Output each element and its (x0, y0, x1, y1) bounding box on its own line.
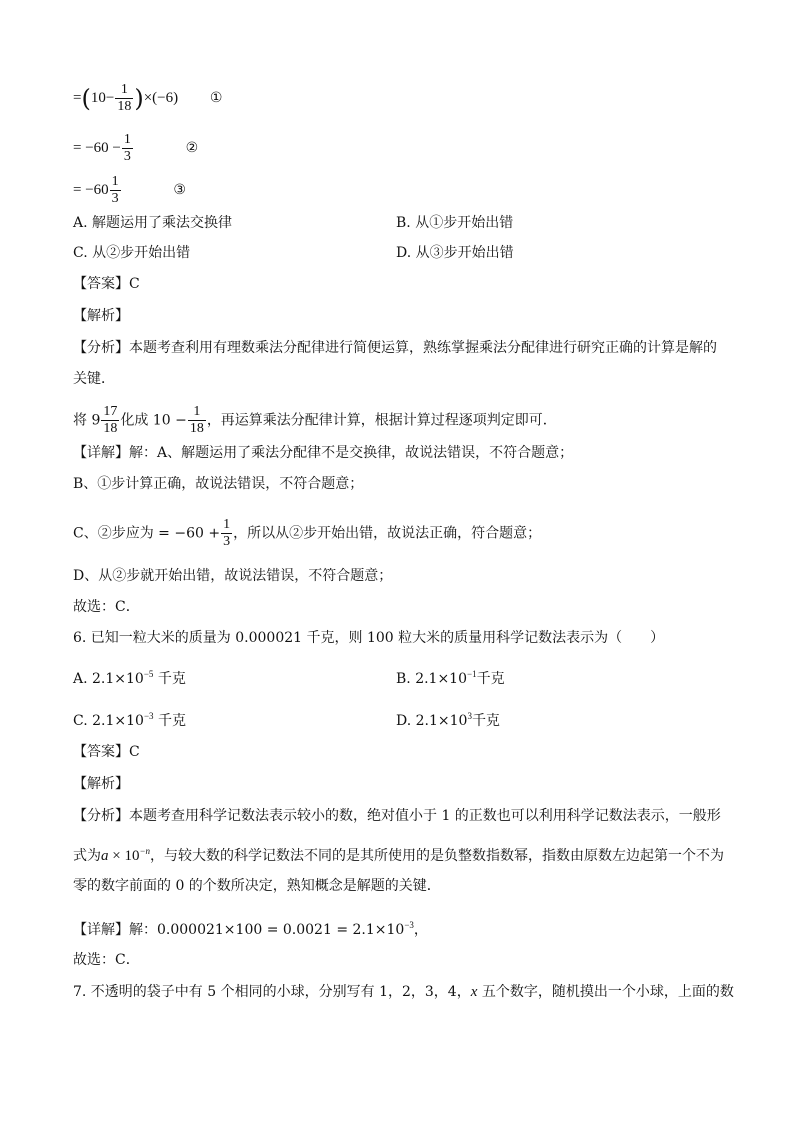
times-ten: × 10 (108, 848, 140, 864)
q5-option-d: D. 从③步开始出错 (396, 245, 514, 261)
q5-detail-d: D、从②步就开始出错，故说法错误，不符合题意； (73, 568, 393, 584)
exponent-neg-n: −n (139, 846, 151, 856)
analysis-suffix: ，与较大数的科学记数法不同的是其所使用的是负整数指数幂，指数由原数左边起第一个不为 (150, 848, 725, 864)
jiang-mid: 化成 10 − (120, 412, 187, 429)
q5-conversion-line (73, 404, 557, 437)
q6-answer: 【答案】C (73, 744, 140, 760)
step-1 (73, 82, 222, 115)
detail-suffix: ， (413, 922, 428, 938)
denominator: 18 (117, 99, 132, 114)
option-d-unit: 千克 (471, 713, 500, 729)
q5-option-b: B. 从①步开始出错 (396, 215, 514, 231)
option-a-unit: 千克 (153, 671, 186, 687)
q5-detail-b: B、①步计算正确，故说法错误，不符合题意； (73, 476, 364, 492)
denominator: 18 (103, 421, 118, 436)
q7-stem (73, 982, 734, 1002)
q5-jiexi-heading: 【解析】 (73, 308, 129, 324)
q5-analysis-line-2: 关键． (73, 371, 115, 387)
option-c-exponent: −3 (143, 711, 154, 721)
q5-option-c: C. 从②步开始出错 (73, 245, 191, 261)
q6-option-b (396, 664, 505, 689)
q5-detail-c (73, 517, 541, 550)
numerator: 1 (111, 174, 119, 189)
step-2-expr: = −60 − (73, 139, 121, 156)
fraction-1-18 (115, 82, 133, 115)
q6-option-a (73, 664, 186, 689)
step-marker-1: ① (209, 89, 223, 106)
detail-c-prefix: C、②步应为 = −60 + (73, 525, 221, 542)
jiang-prefix: 将 9 (73, 412, 101, 429)
term-10: 10 (90, 89, 106, 106)
option-d-exponent: 3 (467, 711, 472, 721)
option-a-base: A. 2.1×10 (73, 671, 144, 687)
option-d-base: D. 2.1×10 (396, 713, 468, 729)
step-marker-3: ③ (173, 181, 186, 198)
q5-detail-a: 【详解】解：A、解题运用了乘法分配律不是交换律，故说法错误，不符合题意； (73, 445, 574, 461)
q6-analysis-line-1: 【分析】本题考查用科学记数法表示较小的数，绝对值小于 1 的正数也可以利用科学记数法表示，一般形 (73, 808, 721, 824)
q7-stem-prefix: 7. 不透明的袋子中有 5 个相同的小球，分别写有 1，2，3，4， (73, 984, 471, 1000)
left-paren: ( (81, 84, 91, 113)
step-3 (73, 174, 186, 207)
option-c-unit: 千克 (153, 713, 186, 729)
minus-sign: − (105, 89, 115, 106)
step-2 (73, 132, 198, 165)
q6-option-d (396, 706, 500, 731)
q6-analysis-line-3: 零的数字前面的 0 的个数所决定，熟知概念是解题的关键． (73, 878, 441, 894)
fraction-1-3 (110, 174, 121, 207)
option-b-unit: 千克 (476, 671, 505, 687)
numerator: 1 (193, 404, 201, 419)
analysis-prefix: 式为 (73, 848, 101, 864)
numerator: 17 (103, 404, 118, 419)
q6-stem: 6. 已知一粒大米的质量为 0.000021 千克，则 100 粒大米的质量用科学记数法表示为（ ） (73, 630, 665, 646)
q6-option-c (73, 706, 186, 731)
equals-sign: = (73, 89, 82, 106)
denominator: 3 (223, 534, 231, 549)
q6-jiexi-heading: 【解析】 (73, 776, 129, 792)
option-a-exponent: −5 (143, 669, 154, 679)
q5-conclusion: 故选：C． (73, 599, 140, 615)
detail-expr: 【详解】解：0.000021×100 = 0.0021 = 2.1×10 (73, 922, 405, 938)
q5-option-a: A. 解题运用了乘法交换律 (73, 215, 233, 231)
jiang-suffix: ，再运算乘法分配律计算，根据计算过程逐项判定即可． (206, 412, 557, 429)
variable-x: x (470, 984, 478, 1000)
denominator: 3 (111, 191, 119, 206)
q6-analysis-line-2 (73, 841, 724, 866)
detail-c-suffix: ，所以从②步开始出错，故说法正确，符合题意； (233, 525, 542, 542)
detail-exponent: −3 (404, 920, 414, 930)
denominator: 3 (123, 149, 131, 164)
numerator: 1 (123, 132, 131, 147)
option-b-exponent: −1 (467, 669, 477, 679)
fraction-1-3 (122, 132, 133, 165)
q6-detail (73, 915, 428, 940)
q7-stem-suffix: 五个数字，随机摸出一个小球，上面的数 (477, 984, 734, 1000)
step-marker-2: ② (185, 139, 199, 156)
option-b-base: B. 2.1×10 (396, 671, 467, 687)
fraction-1-18 (188, 404, 206, 437)
times-sign: × (143, 89, 153, 106)
numerator: 1 (120, 82, 128, 97)
denominator: 18 (189, 421, 204, 436)
right-paren: ) (134, 84, 144, 113)
variable-a: a (101, 848, 109, 864)
neg-six: (−6) (152, 89, 179, 106)
q5-answer: 【答案】C (73, 276, 140, 292)
option-c-base: C. 2.1×10 (73, 713, 144, 729)
fraction-17-18 (101, 404, 119, 437)
numerator: 1 (223, 517, 231, 532)
fraction-1-3 (221, 517, 232, 550)
q5-analysis-line-1: 【分析】本题考查利用有理数乘法分配律进行简便运算，熟练掌握乘法分配律进行研究正确的计算是解的 (73, 340, 717, 356)
q6-conclusion: 故选：C． (73, 952, 140, 968)
step-3-expr: = −60 (73, 181, 109, 198)
